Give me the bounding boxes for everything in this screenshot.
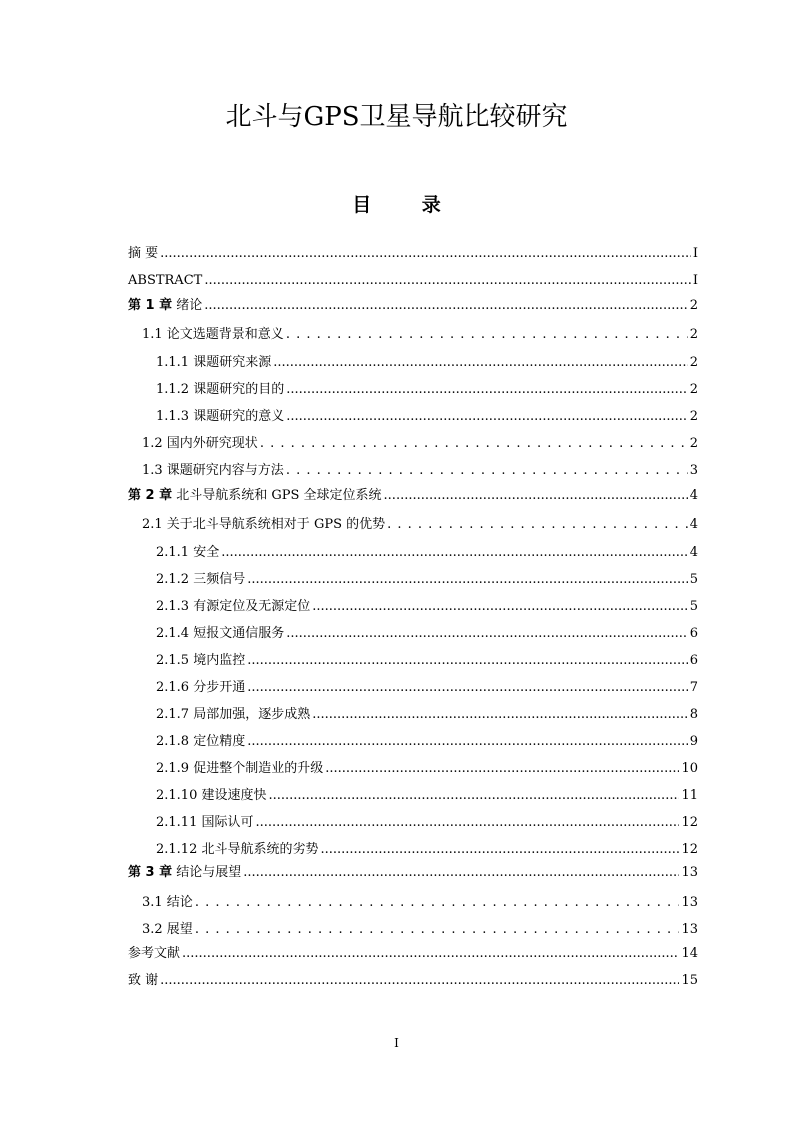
toc-page: 6 — [689, 626, 698, 641]
toc-page: 5 — [689, 572, 698, 587]
leader-dots — [260, 435, 688, 453]
toc-page: 2 — [689, 436, 698, 451]
toc-page: 4 — [689, 545, 698, 560]
toc-page: 12 — [681, 815, 698, 830]
toc-entry-chapter-3[interactable] — [128, 864, 698, 882]
toc-label: 2.1.7 局部加强，逐步成熟 — [156, 707, 311, 722]
toc-entry-2-1-3[interactable] — [156, 598, 698, 616]
chapter-number: 第 2 章 — [128, 488, 173, 503]
toc-label: 1.1.2 课题研究的目的 — [156, 382, 285, 397]
toc-entry-2-1-1[interactable] — [156, 544, 698, 562]
toc-label: 2.1.3 有源定位及无源定位 — [156, 599, 311, 614]
leader-dots — [286, 381, 688, 399]
toc-entry-2-1-2[interactable] — [156, 571, 698, 589]
toc-label: 2.1.10 建设速度快 — [156, 788, 267, 803]
toc-entry-2-1-10[interactable] — [156, 787, 698, 805]
toc-label: 3.1 结论 — [142, 895, 193, 910]
toc-entry-2-1[interactable] — [142, 516, 698, 534]
toc-entry-1-1-1[interactable] — [156, 354, 698, 372]
toc-entry-2-1-12[interactable] — [156, 841, 698, 859]
toc-page: 11 — [681, 788, 698, 803]
toc-entry-2-1-7[interactable] — [156, 706, 698, 724]
toc-page: 4 — [689, 517, 698, 532]
leader-dots — [160, 245, 691, 263]
toc-page: 15 — [681, 973, 698, 988]
toc-label: 2.1.9 促进整个制造业的升级 — [156, 761, 324, 776]
toc-entry-1-2[interactable] — [142, 435, 698, 453]
leader-dots — [204, 297, 687, 315]
toc-label: 摘 要 — [128, 246, 159, 261]
leader-dots — [384, 487, 688, 505]
toc-label: 1.3 课题研究内容与方法 — [142, 463, 284, 478]
toc-label: 1.1 论文选题背景和意义 — [142, 327, 284, 342]
toc-entry-2-1-5[interactable] — [156, 652, 698, 670]
leader-dots — [182, 945, 679, 963]
leader-dots — [243, 864, 679, 882]
toc-label: 绪论 — [172, 298, 203, 313]
leader-dots — [286, 625, 688, 643]
toc-label: 2.1 关于北斗导航系统相对于 GPS 的优势 — [142, 517, 386, 532]
toc-entry-1-1-3[interactable] — [156, 408, 698, 426]
leader-dots — [247, 733, 688, 751]
toc-label: 结论与展望 — [172, 865, 242, 880]
toc-entry-2-1-6[interactable] — [156, 679, 698, 697]
toc-label: 2.1.5 境内监控 — [156, 653, 246, 668]
toc-entry-chapter-1[interactable] — [128, 297, 698, 315]
toc-label: 1.1.3 课题研究的意义 — [156, 409, 285, 424]
chapter-number: 第 3 章 — [128, 865, 173, 880]
toc-entry-2-1-11[interactable] — [156, 814, 698, 832]
toc-entry-1-1-2[interactable] — [156, 381, 698, 399]
toc-entry-1-1[interactable] — [142, 326, 698, 344]
leader-dots — [273, 354, 688, 372]
toc-label: 3.2 展望 — [142, 922, 193, 937]
leader-dots — [204, 272, 691, 290]
leader-dots — [160, 972, 679, 990]
leader-dots — [268, 787, 679, 805]
toc-page: 13 — [681, 922, 698, 937]
toc-page: 6 — [689, 653, 698, 668]
toc-entry-references[interactable] — [128, 945, 698, 963]
leader-dots — [325, 760, 679, 778]
leader-dots — [320, 841, 679, 859]
toc-label: 1.2 国内外研究现状 — [142, 436, 258, 451]
toc-page: 3 — [689, 463, 698, 478]
leader-dots — [286, 408, 688, 426]
leader-dots — [247, 679, 688, 697]
toc-label: 2.1.11 国际认可 — [156, 815, 254, 830]
toc-label: 2.1.4 短报文通信服务 — [156, 626, 285, 641]
toc-entry-abstract-en[interactable] — [128, 272, 698, 290]
toc-entry-abstract-cn[interactable] — [128, 245, 698, 263]
toc-label: ABSTRACT — [128, 273, 203, 288]
toc-page: 2 — [689, 382, 698, 397]
toc-page: 12 — [681, 842, 698, 857]
toc-page: 13 — [681, 865, 698, 880]
toc-page: 8 — [689, 707, 698, 722]
toc-label: 参考文献 — [128, 946, 181, 961]
toc-page: 2 — [689, 409, 698, 424]
page-number: I — [394, 1036, 399, 1050]
toc-entry-chapter-2[interactable] — [128, 487, 698, 505]
toc-page: 2 — [689, 327, 698, 342]
toc-page: 13 — [681, 895, 698, 910]
toc-page: 7 — [689, 680, 698, 695]
leader-dots — [286, 326, 688, 344]
toc-heading: 目 录 — [352, 194, 463, 216]
toc-entry-3-2[interactable] — [142, 921, 698, 939]
toc-entry-2-1-8[interactable] — [156, 733, 698, 751]
leader-dots — [312, 598, 688, 616]
leader-dots — [195, 921, 680, 939]
leader-dots — [312, 706, 688, 724]
leader-dots — [387, 516, 688, 534]
toc-entry-2-1-9[interactable] — [156, 760, 698, 778]
leader-dots — [286, 462, 688, 480]
leader-dots — [195, 894, 680, 912]
toc-page: 14 — [681, 946, 698, 961]
toc-entry-3-1[interactable] — [142, 894, 698, 912]
toc-label: 北斗导航系统和 GPS 全球定位系统 — [172, 488, 382, 503]
toc-page: I — [692, 273, 698, 288]
document-title: 北斗与GPS卫星导航比较研究 — [225, 102, 568, 132]
toc-page: 9 — [689, 734, 698, 749]
leader-dots — [255, 814, 679, 832]
toc-label: 2.1.12 北斗导航系统的劣势 — [156, 842, 319, 857]
toc-label: 致 谢 — [128, 973, 159, 988]
toc-page: I — [692, 246, 698, 261]
leader-dots — [221, 544, 688, 562]
leader-dots — [247, 571, 688, 589]
toc-page: 5 — [689, 599, 698, 614]
toc-page: 2 — [689, 355, 698, 370]
toc-page: 2 — [689, 298, 698, 313]
toc-page: 4 — [689, 488, 698, 503]
toc-entry-1-3[interactable] — [142, 462, 698, 480]
toc-label: 2.1.6 分步开通 — [156, 680, 246, 695]
toc-label: 1.1.1 课题研究来源 — [156, 355, 272, 370]
chapter-number: 第 1 章 — [128, 298, 173, 313]
toc-label: 2.1.2 三频信号 — [156, 572, 246, 587]
leader-dots — [247, 652, 688, 670]
toc-label: 2.1.8 定位精度 — [156, 734, 246, 749]
toc-page: 10 — [681, 761, 698, 776]
toc-entry-2-1-4[interactable] — [156, 625, 698, 643]
toc-entry-acknowledgements[interactable] — [128, 972, 698, 990]
toc-label: 2.1.1 安全 — [156, 545, 220, 560]
